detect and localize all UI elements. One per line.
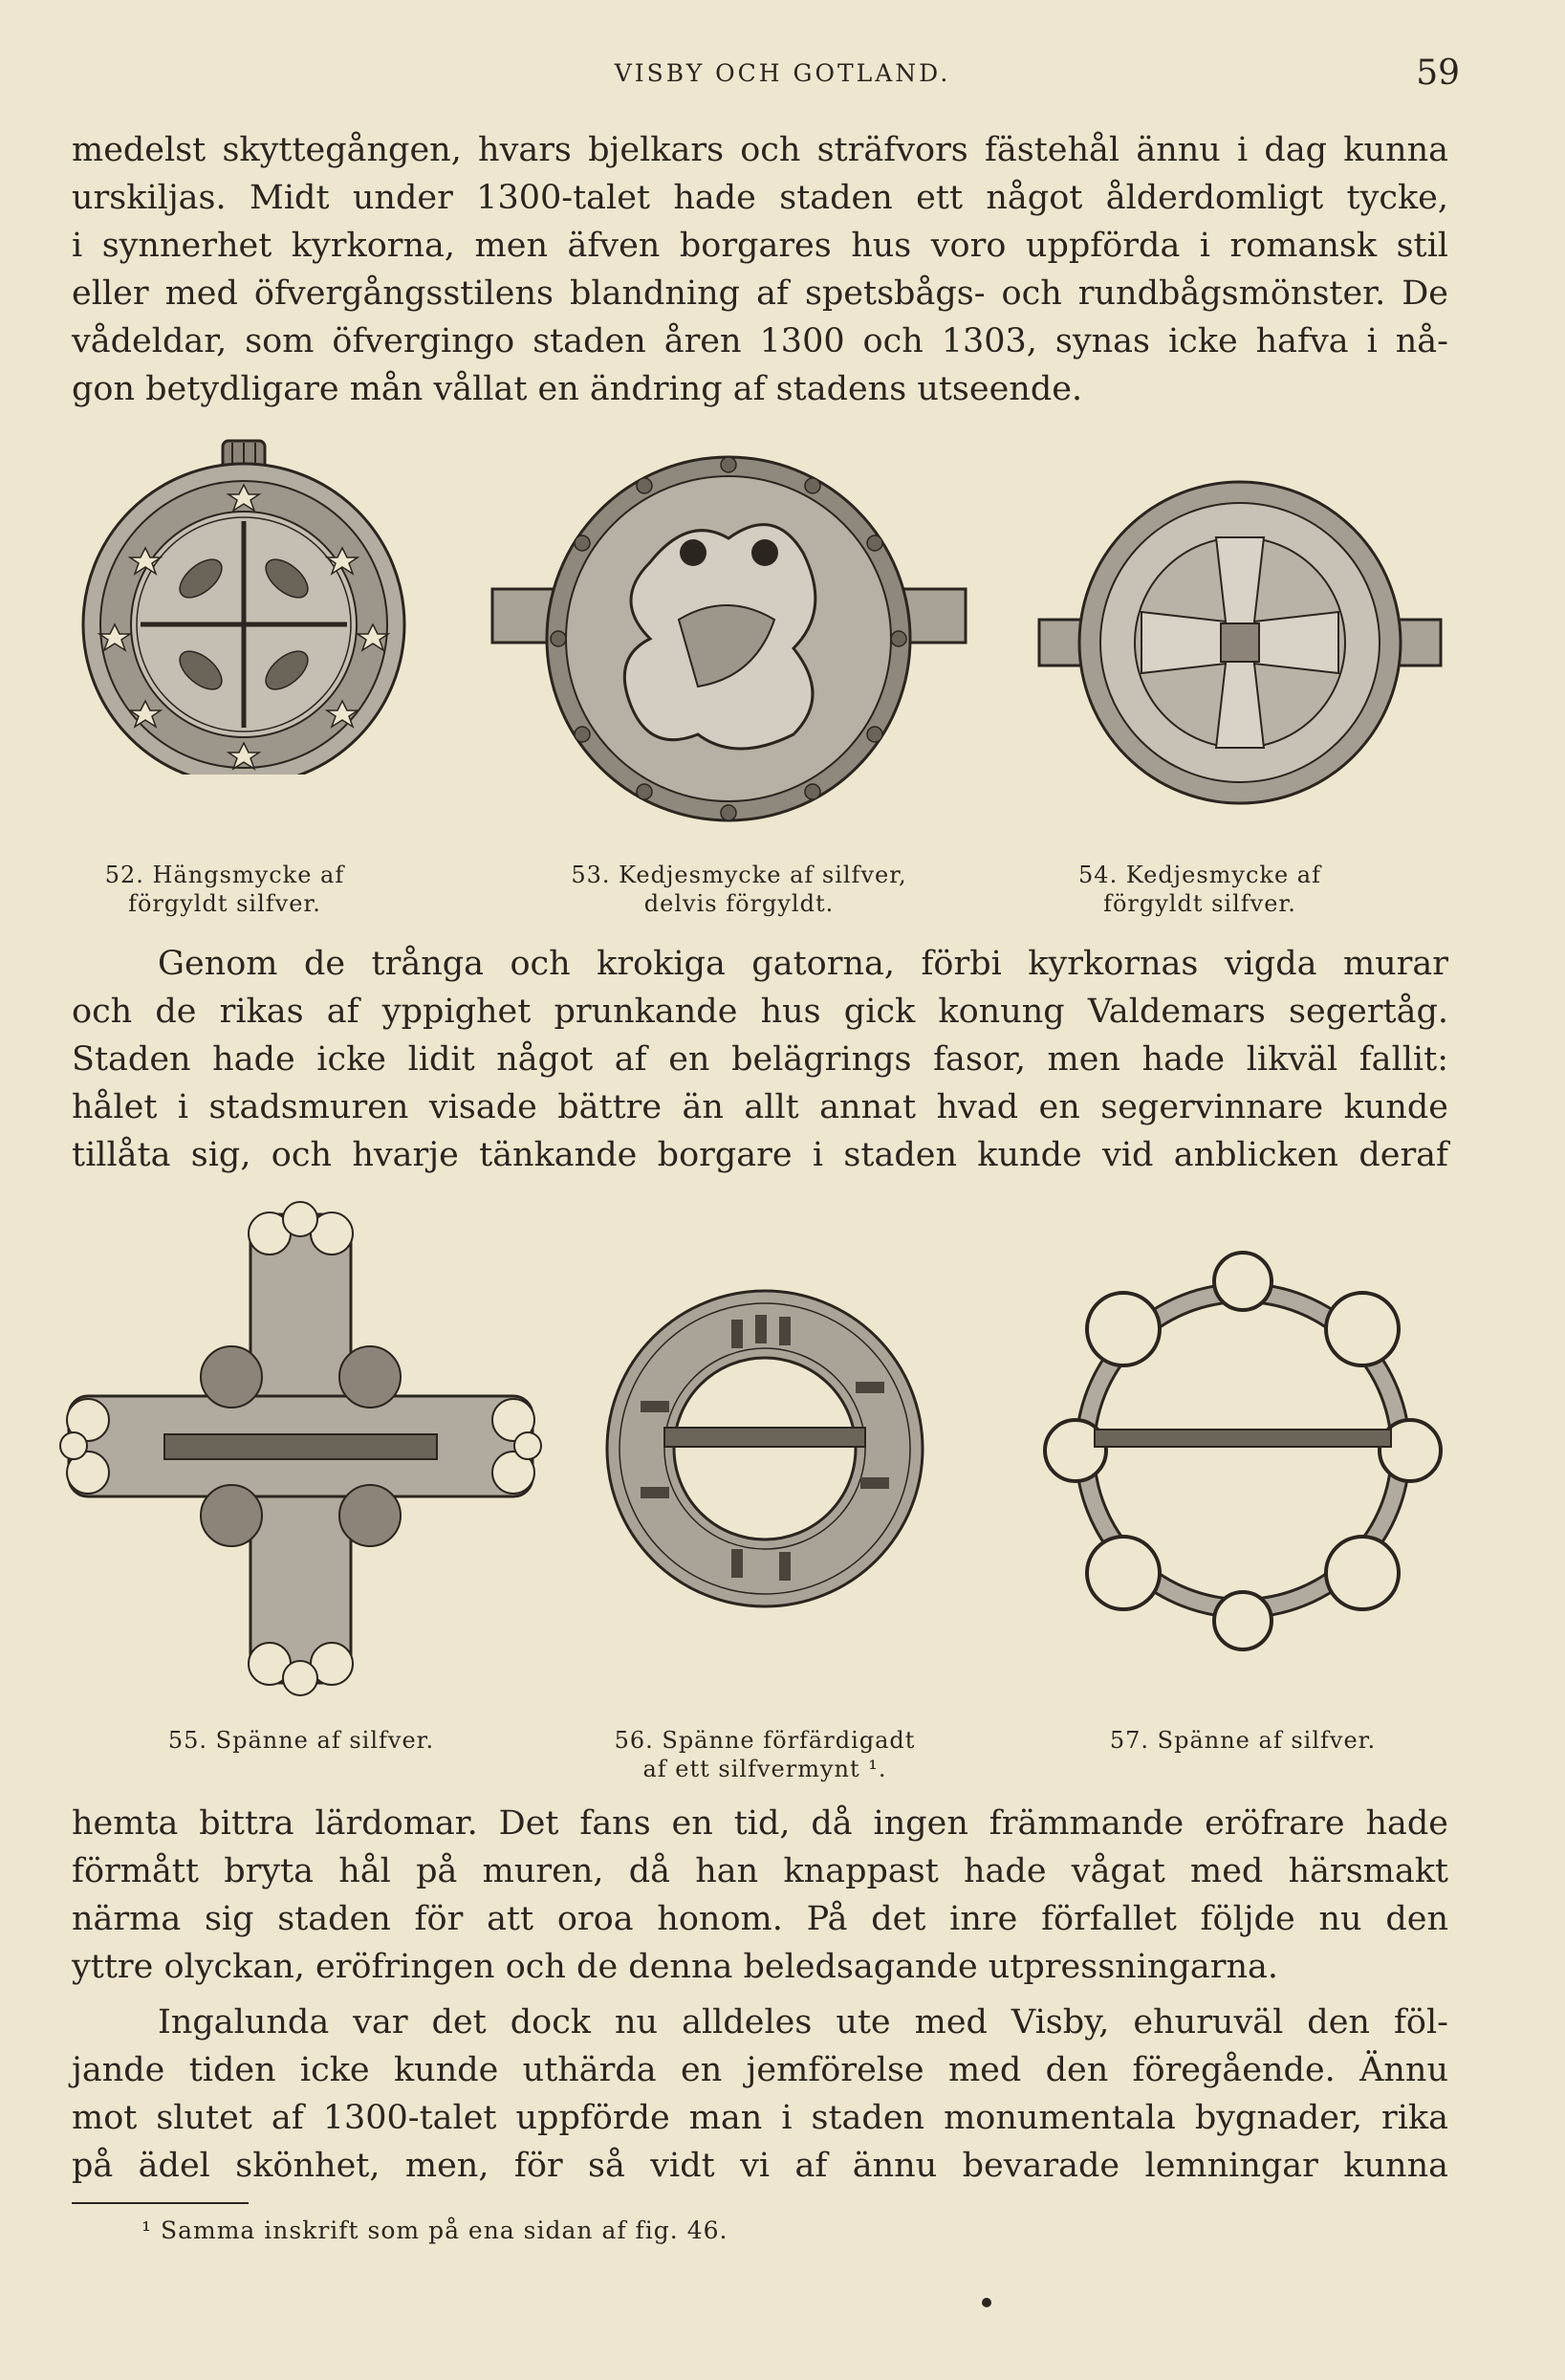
figure-56-coin-clasp	[598, 1286, 932, 1611]
text-line: yttre olyckan, eröfringen och de denna beledsagande utpressningarna.	[72, 1948, 1278, 1986]
figure-57-clasp	[1037, 1238, 1448, 1664]
caption-line: förgyldt silfver.	[1103, 890, 1296, 917]
caption-line: 52. Hängsmycke af	[104, 862, 345, 888]
caption-fig-56	[564, 1726, 966, 1783]
caption-fig-57	[1056, 1726, 1429, 1755]
paragraph-2	[72, 940, 1448, 1179]
text-line: mot slutet af 1300-talet uppförde man i staden monumentala bygnader, rika	[72, 2099, 1448, 2137]
paragraph-3	[72, 1800, 1448, 1991]
figure-55-clasp	[59, 1195, 542, 1702]
text-line: urskiljas. Midt under 1300-talet hade staden ett något ålderdomligt tycke,	[72, 179, 1448, 217]
caption-line: 54. Kedjesmycke af	[1078, 862, 1321, 888]
figure-52-pendant	[76, 435, 411, 775]
caption-fig-53	[524, 861, 954, 918]
text-line: vådeldar, som öfvergingo staden åren 1300 och 1303, synas icke hafva i nå-	[72, 322, 1448, 360]
caption-fig-52	[67, 861, 382, 918]
print-speck	[982, 2298, 991, 2307]
caption-line: 57. Spänne af silfver.	[1109, 1727, 1377, 1754]
caption-line: förgyldt silfver.	[128, 890, 321, 917]
caption-line: 56. Spänne förfärdigadt	[614, 1727, 916, 1754]
text-line: hemta bittra lärdomar. Det fans en tid, då ingen främmande eröfrare hade	[72, 1804, 1448, 1843]
paragraph-1	[72, 126, 1448, 413]
footnote-divider	[72, 2202, 249, 2204]
figure-53-chain-ornament	[488, 448, 970, 830]
text-line: närma sig staden för att oroa honom. På det inre förfallet följde nu den	[72, 1900, 1448, 1938]
text-line: Staden hade icke lidit något af en belägrings fasor, men hade likväl fallit:	[72, 1040, 1448, 1079]
text-line: Ingalunda var det dock nu alldeles ute med Visby, ehuruväl den föl-	[158, 2003, 1448, 2042]
text-line: gon betydligare mån vållat en ändring af stadens utseende.	[72, 370, 1083, 408]
running-title: VISBY OCH GOTLAND.	[614, 59, 951, 87]
caption-fig-55	[115, 1726, 488, 1755]
caption-line: delvis förgyldt.	[643, 890, 835, 917]
text-line: Genom de trånga och krokiga gatorna, förbi kyrkornas vigda murar	[158, 945, 1448, 983]
paragraph-4	[72, 1998, 1448, 2190]
caption-line: af ett silfvermynt ¹.	[642, 1756, 887, 1782]
text-line: eller med öfvergångsstilens blandning af spetsbågs- och rundbågsmönster. De	[72, 274, 1448, 313]
caption-line: 55. Spänne af silfver.	[167, 1727, 435, 1754]
text-line: jande tiden icke kunde uthärda en jemförelse med den föregående. Ännu	[72, 2051, 1448, 2089]
caption-fig-54	[1042, 861, 1358, 918]
text-line: förmått bryta hål på muren, då han knappast hade vågat med härsmakt	[72, 1852, 1448, 1890]
text-line: tillåta sig, och hvarje tänkande borgare i staden kunde vid anblicken deraf	[72, 1136, 1448, 1174]
text-line: hålet i stadsmuren visade bättre än allt annat hvad en segervinnare kunde	[72, 1088, 1448, 1126]
text-line: i synnerhet kyrkorna, men äfven borgares hus voro uppförda i romansk stil	[72, 227, 1448, 265]
figure-54-chain-ornament	[1034, 478, 1445, 808]
text-line: medelst skyttegången, hvars bjelkars och sträfvors fästehål ännu i dag kunna	[72, 131, 1448, 169]
caption-line: 53. Kedjesmycke af silfver,	[571, 862, 907, 888]
text-line: på ädel skönhet, men, för så vidt vi af ännu bevarade lemningar kunna	[72, 2147, 1448, 2185]
text-line: och de rikas af yppighet prunkande hus gick konung Valdemars segertåg.	[72, 993, 1448, 1031]
running-header	[0, 54, 1565, 101]
footnote: ¹ Samma inskrift som på ena sidan af fig. 46.	[141, 2216, 728, 2244]
page-number: 59	[1416, 54, 1460, 93]
